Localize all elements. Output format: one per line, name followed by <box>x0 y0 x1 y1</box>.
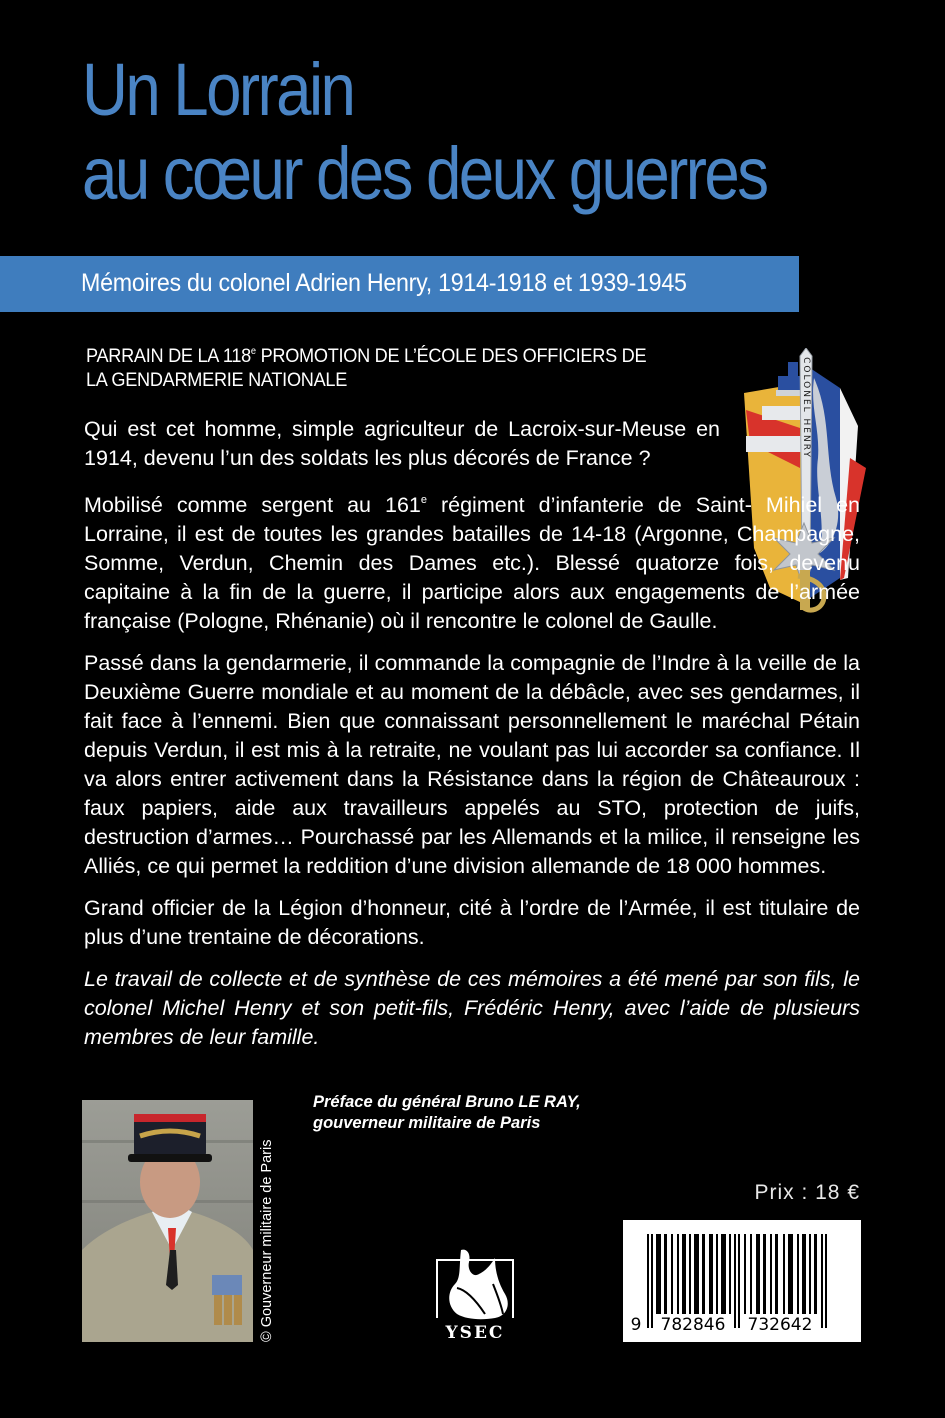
book-title <box>82 48 767 216</box>
barcode-left-group: 782846 <box>660 1315 726 1335</box>
book-title-line-1: Un Lorrain <box>82 48 354 131</box>
parrain-line-1 <box>86 340 700 368</box>
svg-text:COLONEL HENRY: COLONEL HENRY <box>801 357 811 459</box>
paragraph-ww1-superscript: e <box>420 494 427 506</box>
paragraph-ww1 <box>84 486 860 636</box>
preface-line-1: Préface du général Bruno LE RAY, <box>313 1093 581 1111</box>
parrain-heading <box>86 340 700 392</box>
barcode-right-group: 732642 <box>747 1315 813 1335</box>
general-portrait-photo <box>82 1100 253 1342</box>
paragraph-ww1-suffix: régiment d’infanterie de Saint- Mihiel en Lorraine, il est de toutes les grandes batailles de 14-18 (Argonne, Champagne, Somme, Verdun, Chemin des Dames etc.). Blessé quatorze fois, devenu capitaine à la fin de la guerre, il participe alors aux engagements de l’armée française (Pologne, Rhénanie) où il rencontre le colonel de Gaulle. <box>84 493 860 633</box>
paragraph-ww1-prefix: Mobilisé comme sergent au 161 <box>84 493 421 517</box>
paragraph-intro: Qui est cet homme, simple agriculteur de Lacroix-sur-Meuse en 1914, devenu l’un des soldats les plus décorés de France ? <box>84 417 720 470</box>
photo-credit <box>258 1100 280 1342</box>
parrain-line-2: LA GENDARMERIE NATIONALE <box>86 369 348 391</box>
isbn-barcode <box>623 1220 861 1342</box>
price-label: Prix : 18 € <box>754 1181 860 1204</box>
back-cover-text <box>84 415 860 1065</box>
preface-line-2: gouverneur militaire de Paris <box>313 1114 541 1132</box>
paragraph-credits: Le travail de collecte et de synthèse de ces mémoires a été mené par son fils, le colonel Michel Henry et son petit-fils, Frédéric Henry, avec l’aide de plusieurs membres de leur famille. <box>84 967 860 1049</box>
paragraph-ww2: Passé dans la gendarmerie, il commande la compagnie de l’Indre à la veille de la Deuxième Guerre mondiale et au moment de la débâcle, avec ses gendarmes, il fait face à l’ennemi. Bien que connaissant personnellement le maréchal Pétain depuis Verdun, il est mis à la retraite, ne voulant pas lui accorder sa confiance. Il va alors entrer activement dans la Résistance dans la région de Châteauroux : faux papiers, aide aux travailleurs appelés au STO, protection de juifs, destruction d’armes… Pourchassé par les Allemands et la milice, il renseigne les Alliés, ce qui permet la reddition d’une division allemande de 18 000 hommes. <box>84 651 860 878</box>
publisher-name: YSEC <box>445 1323 505 1343</box>
barcode-icon <box>623 1220 861 1342</box>
parrain-superscript: e <box>250 346 256 357</box>
parrain-line-1-prefix: PARRAIN DE LA 118 <box>86 345 251 367</box>
barcode-first-digit: 9 <box>630 1315 642 1335</box>
publisher-logo <box>433 1244 517 1344</box>
parrain-line-1-suffix: PROMOTION DE L’ÉCOLE DES OFFICIERS DE <box>255 345 647 367</box>
photo-credit-text: © Gouverneur militaire de Paris <box>259 1139 275 1342</box>
paragraph-honours: Grand officier de la Légion d’honneur, cité à l’ordre de l’Armée, il est titulaire de plus d’une trentaine de décorations. <box>84 896 860 949</box>
preface-credit <box>313 1092 673 1134</box>
subtitle: Mémoires du colonel Adrien Henry, 1914-1918 et 1939-1945 <box>81 269 687 297</box>
book-title-line-2: au cœur des deux guerres <box>82 132 767 215</box>
subtitle-band <box>0 256 799 312</box>
